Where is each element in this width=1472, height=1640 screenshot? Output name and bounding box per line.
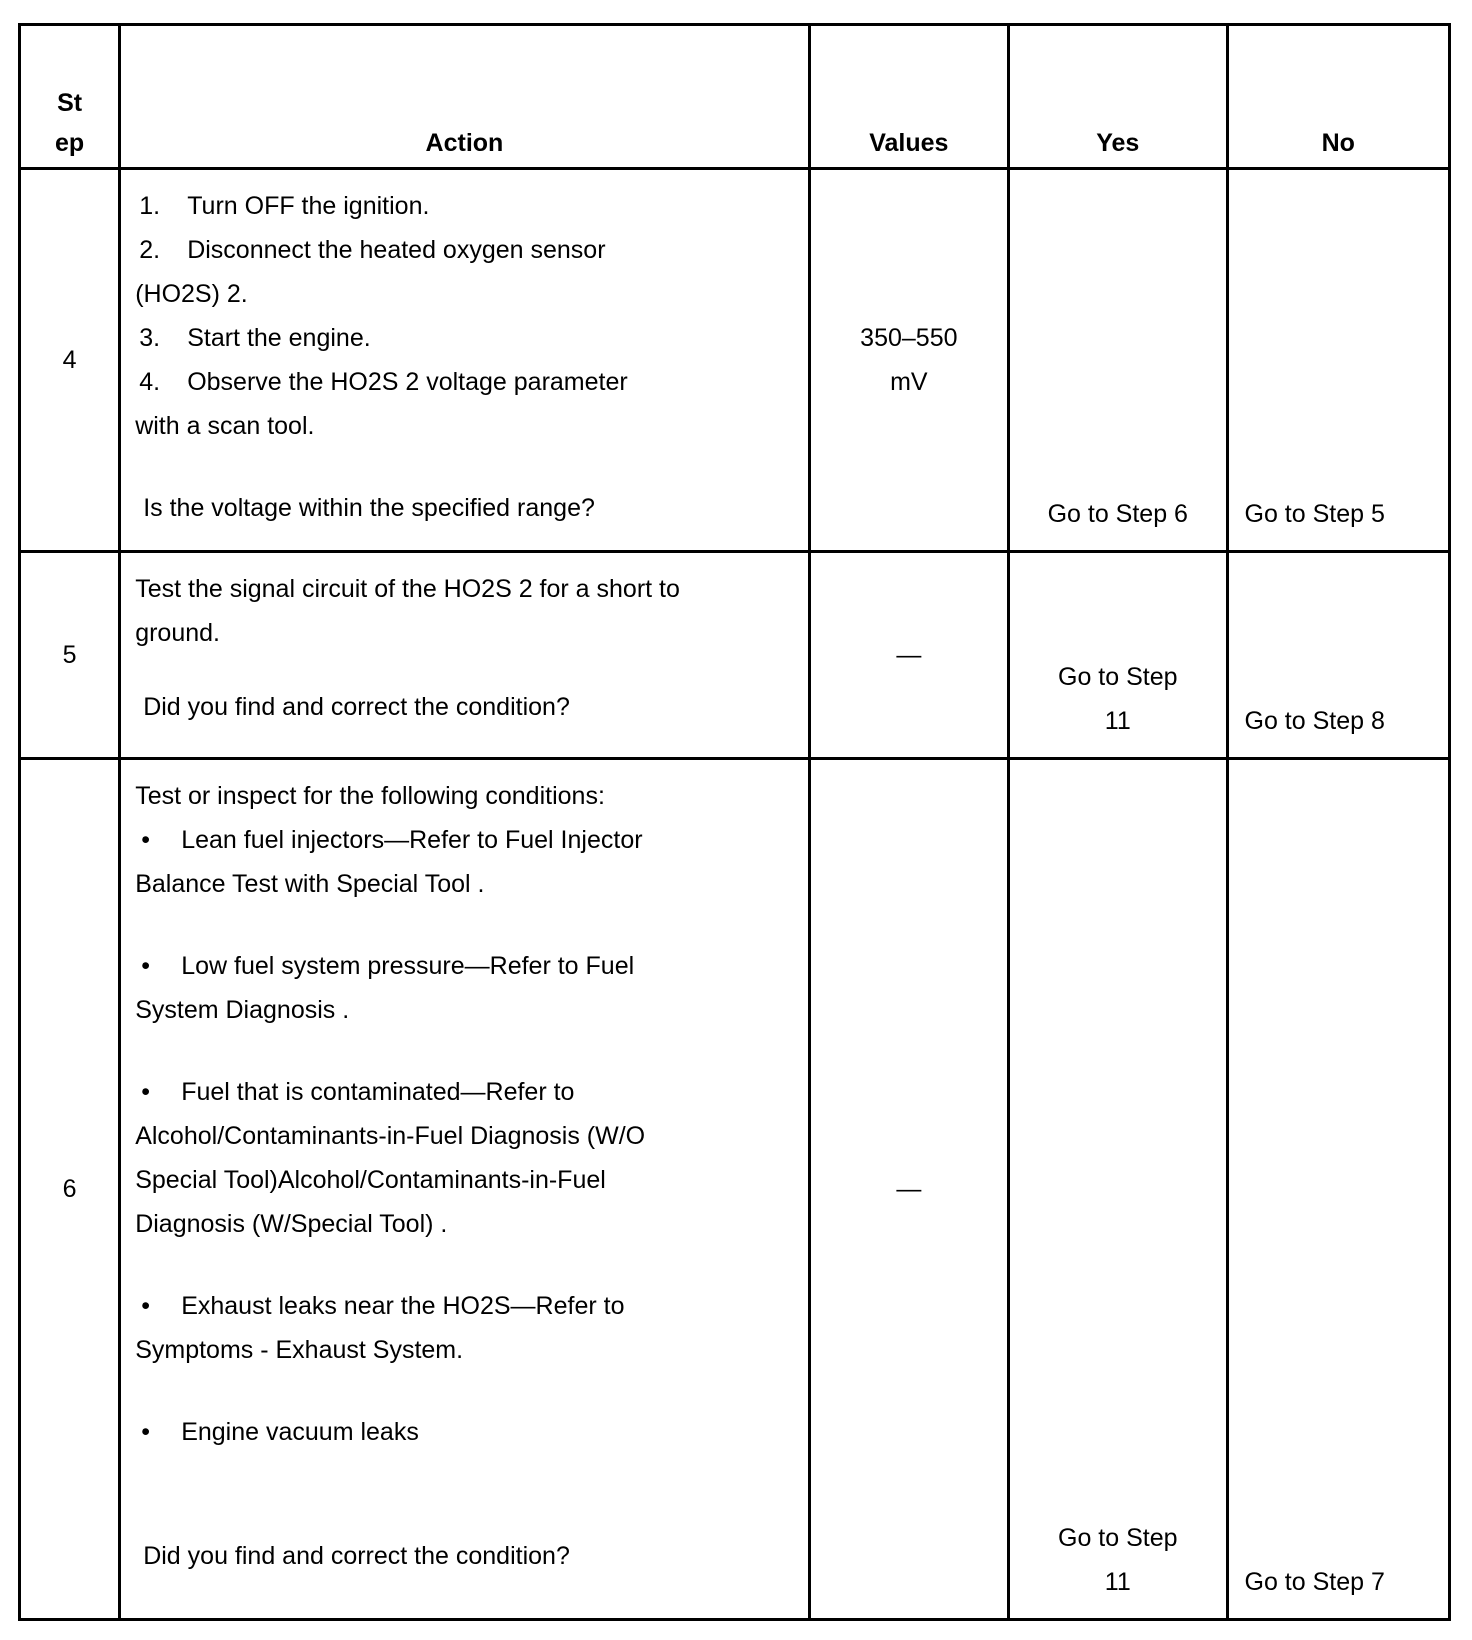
yes-cell (1009, 758, 1227, 1619)
bullet-item: • Fuel that is contaminated—Refer to (141, 1077, 575, 1106)
bullet-item-continued: Balance Test with Special Tool . (135, 869, 485, 898)
bullet-item-continued: System Diagnosis . (135, 995, 350, 1024)
action-line: with a scan tool. (135, 412, 315, 441)
yes-goto-link: Go to Step 6 (1047, 499, 1188, 528)
step-number: 5 (20, 551, 120, 758)
action-line: 3. Start the engine. (139, 324, 371, 353)
action-cell (120, 169, 809, 551)
header-action: Action (120, 25, 809, 169)
header-yes: Yes (1009, 25, 1227, 169)
yes-cell (1009, 551, 1227, 758)
bullet-item-continued: Alcohol/Contaminants-in-Fuel Diagnosis (W/O Special Tool)Alcohol/Contaminants-in-Fuel Diagnosis (W/Special Tool) . (135, 1121, 646, 1238)
header-step-label: St ep (55, 89, 85, 158)
header-no: No (1227, 25, 1450, 169)
no-goto-link: Go to Step 8 (1244, 706, 1385, 735)
action-line: (HO2S) 2. (135, 280, 248, 309)
values-text: 350–550 mV (860, 323, 958, 396)
action-line: 4. Observe the HO2S 2 voltage parameter (139, 368, 628, 397)
header-step (20, 25, 120, 169)
action-line: 2. Disconnect the heated oxygen sensor (139, 236, 606, 265)
action-line: Test the signal circuit of the HO2S 2 for a short to (135, 574, 680, 603)
diagnostic-table (18, 23, 1451, 1621)
no-goto-link: Go to Step 5 (1244, 499, 1385, 528)
table-row-step-6 (20, 758, 1450, 1619)
bullet-item: • Engine vacuum leaks (141, 1417, 419, 1446)
values-cell (809, 169, 1008, 551)
action-line: ground. (135, 618, 220, 647)
values-cell (809, 758, 1008, 1619)
values-cell (809, 551, 1008, 758)
bullet-item-continued: Symptoms - Exhaust System. (135, 1335, 464, 1364)
no-cell (1227, 551, 1450, 758)
action-cell (120, 758, 809, 1619)
no-goto-link: Go to Step 7 (1244, 1568, 1385, 1596)
table-row-step-4 (20, 169, 1450, 551)
action-cell (120, 551, 809, 758)
bullet-item: • Low fuel system pressure—Refer to Fuel (141, 951, 635, 980)
table-header-row (20, 25, 1450, 169)
action-question: Is the voltage within the specified range? (143, 494, 595, 523)
yes-goto-link: Go to Step 11 (1058, 1524, 1178, 1596)
action-question: Did you find and correct the condition? (143, 692, 570, 721)
step-number: 6 (20, 758, 120, 1619)
yes-cell (1009, 169, 1227, 551)
action-question: Did you find and correct the condition? (143, 1541, 570, 1570)
no-cell (1227, 758, 1450, 1619)
bullet-item: • Lean fuel injectors—Refer to Fuel Injector (141, 825, 643, 854)
step-number: 4 (20, 169, 120, 551)
header-values: Values (809, 25, 1008, 169)
yes-goto-link: Go to Step 11 (1058, 662, 1178, 735)
table-row-step-5 (20, 551, 1450, 758)
action-intro: Test or inspect for the following conditions: (135, 781, 605, 810)
no-cell (1227, 169, 1450, 551)
values-text: — (896, 640, 922, 669)
bullet-item: • Exhaust leaks near the HO2S—Refer to (141, 1291, 625, 1320)
values-text: — (896, 1174, 922, 1203)
action-line: 1. Turn OFF the ignition. (139, 192, 430, 221)
